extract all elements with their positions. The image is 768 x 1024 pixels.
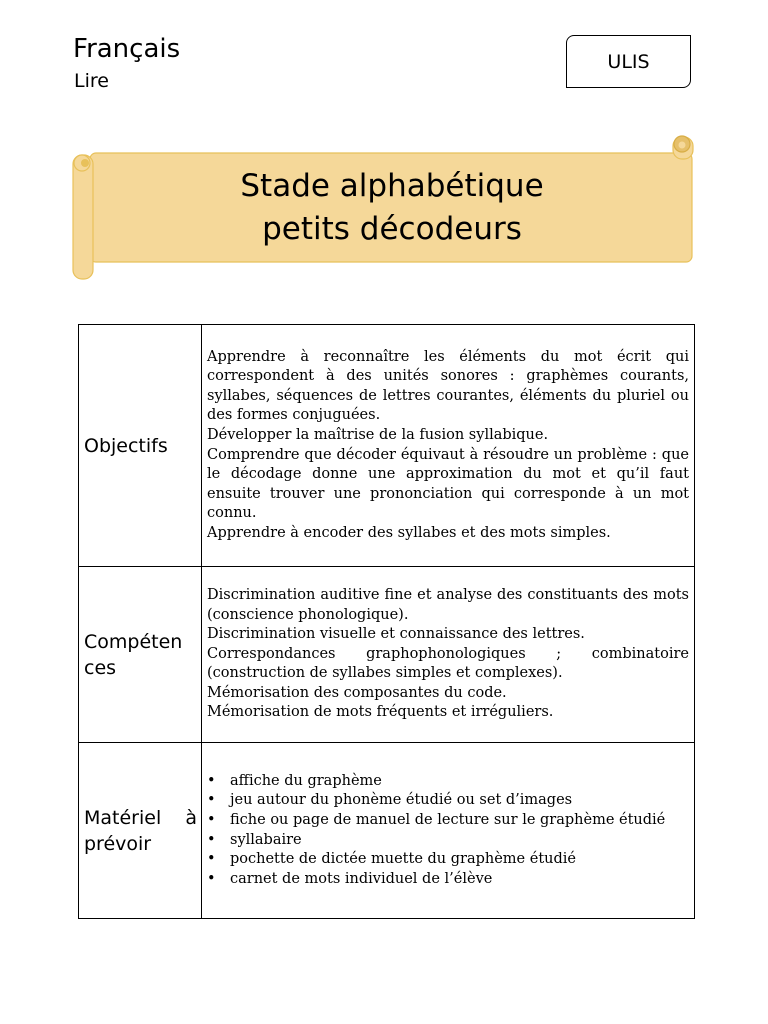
table-row-materiel: [79, 743, 695, 919]
list-item: [207, 850, 689, 870]
list-item: [207, 811, 689, 831]
list-item-text: jeu autour du phonème étudié ou set d’images: [230, 792, 573, 809]
label-line: ces: [84, 656, 117, 679]
paragraph: Correspondances graphophonologiques ; combinatoire (construction de syllabes simples et complexes).: [207, 645, 689, 682]
bullet-icon: •: [207, 851, 216, 868]
paragraph: Mémorisation de mots fréquents et irréguliers.: [207, 704, 554, 721]
badge-label: ULIS: [607, 50, 650, 73]
label-text: Objectifs: [84, 434, 168, 457]
label-line: Matériel à: [84, 806, 197, 829]
bullet-icon: •: [207, 870, 216, 887]
list-item-text: affiche du graphème: [230, 772, 382, 789]
materials-list: [207, 772, 689, 890]
list-item-text: fiche ou page de manuel de lecture sur le graphème étudié: [230, 811, 666, 828]
list-item-text: syllabaire: [230, 831, 302, 848]
row-content-objectifs: [202, 325, 695, 567]
info-table: [78, 324, 695, 919]
table-row-competences: [79, 567, 695, 743]
banner-title: [92, 165, 692, 251]
paragraph: Discrimination visuelle et connaissance des lettres.: [207, 626, 585, 643]
label-line: Compéten: [84, 630, 183, 653]
paragraph: Comprendre que décoder équivaut à résoudre un problème : que le décodage donne une approximation du mot et qu’il faut ensuite trouver une prononciation qui corresponde à un mot connu.: [207, 446, 689, 522]
bullet-icon: •: [207, 792, 216, 809]
banner-title-line1: Stade alphabétique: [240, 168, 544, 204]
paragraph: Apprendre à encoder des syllabes et des mots simples.: [207, 524, 611, 541]
paragraph: Apprendre à reconnaître les éléments du mot écrit qui correspondent à des unités sonores : graphèmes courants, syllabes, séquences de lettres courantes, éléments du pluriel ou des formes conjuguées.: [207, 348, 689, 424]
ulis-badge: [566, 35, 691, 88]
list-item: [207, 772, 689, 792]
paragraph: Discrimination auditive fine et analyse des constituants des mots (conscience phonologique).: [207, 586, 689, 623]
table-row-objectifs: [79, 325, 695, 567]
row-content-competences: [202, 567, 695, 743]
sub-subject-title: Lire: [74, 70, 109, 92]
list-item-text: carnet de mots individuel de l’élève: [230, 870, 493, 887]
list-item-text: pochette de dictée muette du graphème étudié: [230, 851, 576, 868]
row-label-materiel: [79, 743, 202, 919]
row-label-competences: [79, 567, 202, 743]
title-banner: [70, 133, 696, 283]
list-item: [207, 870, 689, 890]
list-item: [207, 831, 689, 851]
bullet-icon: •: [207, 772, 216, 789]
paragraph: Développer la maîtrise de la fusion syllabique.: [207, 426, 549, 443]
subject-title: Français: [73, 34, 181, 64]
bullet-icon: •: [207, 831, 216, 848]
label-line: prévoir: [84, 832, 152, 855]
paragraph: Mémorisation des composantes du code.: [207, 684, 507, 701]
list-item: [207, 791, 689, 811]
row-content-materiel: [202, 743, 695, 919]
row-label-objectifs: [79, 325, 202, 567]
bullet-icon: •: [207, 811, 216, 828]
banner-title-line2: petits décodeurs: [262, 211, 522, 247]
